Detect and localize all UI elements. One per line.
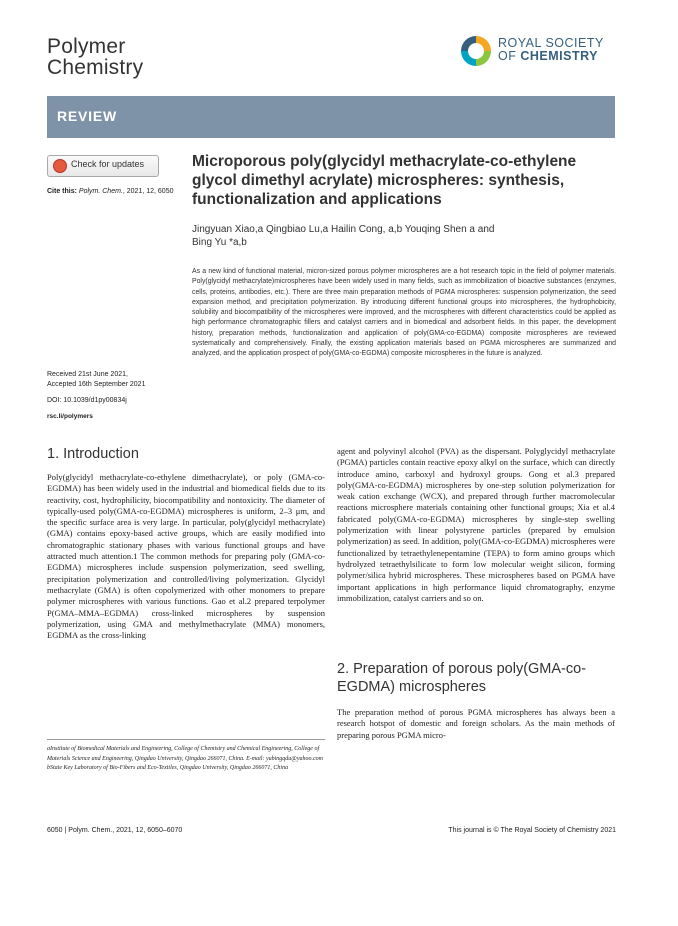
check-for-updates-button[interactable]	[47, 155, 159, 177]
received-date: Received 21st June 2021,	[47, 371, 128, 378]
rsc-link[interactable]: rsc.li/polymers	[47, 413, 93, 420]
page-footer-right: This journal is © The Royal Society of Chemistry 2021	[448, 827, 616, 834]
footnote-a: aInstitute of Biomedical Materials and Engineering, College of Chemistry and Chemical Engineering, College of Materials Science and Engineering, Qingdao University, Qingdao 266071, China. E-mail: yubingqdu@yahoo.com	[47, 746, 323, 762]
author-line-1	[192, 223, 612, 236]
received-dates	[47, 370, 177, 390]
accepted-date: Accepted 16th September 2021	[47, 381, 146, 388]
rsc-logo-icon	[458, 33, 494, 69]
doi[interactable]: DOI: 10.1039/d1py00834j	[47, 397, 127, 404]
cite-label: Cite this:	[47, 188, 77, 195]
update-icon	[53, 159, 67, 173]
page-footer-left: 6050 | Polym. Chem., 2021, 12, 6050–6070	[47, 827, 183, 834]
journal-title-line1: Polymer	[47, 35, 126, 58]
footnote-b: bState Key Laboratory of Bio-Fibers and Eco-Textiles, Qingdao University, Qingdao 266071, China	[47, 765, 289, 771]
article-title: Microporous poly(glycidyl methacrylate-co-ethylene glycol dimethyl acrylate) microspheres: synthesis, functionalization and applications	[192, 153, 577, 208]
preparation-text: The preparation method of porous PGMA microspheres has always been a research hotspot of domestic and foreign scholars. As the main methods of preparing porous PGMA micro-	[337, 707, 615, 740]
author-line-2	[192, 236, 612, 249]
cite-journal: Polym. Chem.	[78, 188, 123, 195]
rsc-logo	[458, 31, 618, 71]
author-line-2-text: Bing Yu *a,b	[192, 237, 247, 248]
rsc-wordmark-of: OF	[498, 49, 517, 63]
author-line-1-text: Jingyuan Xiao,a Qingbiao Lu,a Hailin Cong, a,b Youqing Shen a and	[192, 224, 495, 235]
footnote-divider	[47, 739, 325, 740]
introduction-text-right: agent and polyvinyl alcohol (PVA) as the dispersant. Polyglycidyl methacrylate (PGMA) particles contain reactive epoxy alkyl on the surface, which can directly introduce amino, carboxyl and hydroxyl groups. Gong et al.3 prepared poly(GMA-co-EGDMA) microspheres by one-step solution polymerization for weak cation exchange (WCX), and prepared through further macromolecular reactions microsphere materials containing other functional groups; Xia et al.4 fabricated poly(GMA-co-EGDMA) microspheres by single-step swelling polymerization with linear polystyrene particles (prepared by emulsion polymerization) as seed. In addition, poly(GMA-co-EGDMA) microspheres were functionalized by tetraethylenepentamine (TEPA) to form amino groups which hydrolyzed tetraethylsilicate to form low molecular weight silicon, forming polymer/silica hybrid microspheres. These microspheres based on PGMA have important applications in high performance liquid chromatography, enzyme immobilization, catalyst carriers and so on.	[337, 446, 615, 603]
footnotes	[47, 745, 325, 774]
rsc-wordmark-line1: ROYAL SOCIETY	[498, 36, 604, 50]
article-type-banner	[47, 96, 615, 138]
rsc-wordmark-chemistry: CHEMISTRY	[520, 49, 598, 63]
journal-title-line2: Chemistry	[47, 56, 144, 79]
introduction-text-left: Poly(glycidyl methacrylate-co-ethylene dimethacrylate), or poly (GMA-co-EGDMA) has been widely used in the industrial and biomedical fields due to its reactivity, cost, hydrophilicity, biocompatibility and nontoxicity. The diameter of typically-used poly(GMA-co-EGDMA) microspheres is uniform, 2–3 μm, and the specific surface area is very large. In particular, poly(glycidyl methacrylate) (GMA) contains epoxy-based active groups, which are easily modified into chromatographic stationary phases with various functional groups and have attracted much attention.1 The common methods for preparing poly (GMA-co-EGDMA) microspheres include suspension polymerization, seed swelling, precipitation polymerization and controlled/living polymerization. Glycidyl methacrylate (GMA) is often copolymerized with other monomers to prepare polymer microspheres with various functions. Gao et al.2 prepared terpolymer P(GMA–MMA–EGDMA) cross-linked microspheres by suspension polymerization, using GMA and methylmethacrylate (MMA) monomers, EGDMA as the cross-linking	[47, 472, 325, 641]
check-for-updates-label: Check for updates	[71, 159, 145, 169]
journal-title	[47, 36, 143, 78]
abstract: As a new kind of functional material, micron-sized porous polymer microspheres are a hot research topic in the field of polymer materials. Poly(glycidyl methacrylate)microspheres have been widely used in many fields, such as immobilization of bioactive substances (enzymes, cells, proteins, antibodies, etc.). There are three main preparation methods of PGMA microspheres: suspension polymerization, the seed expansion method, and precipitation polymerization. By introducing different functional groups into microspheres, the hydrophobicity, solubility and biocompatibility of the microspheres were improved, and the microspheres with different characteristics could be applied as high performance chromatographic fillers and catalyst carriers and in biomedical and adsorbent fields. In this paper, the development history, preparation methods, functionalization and application of poly(GMA-co-EGDMA) composite microspheres are reviewed systematically and comprehensively. Finally, the existing application materials based on PGMA microspheres are summarized and analyzed, and the application prospect of poly(GMA-co-EGDMA) composite microspheres in the future is analyzed.	[192, 268, 616, 358]
rsc-wordmark	[498, 37, 604, 63]
cite-details: , 2021, 12, 6050	[122, 188, 174, 195]
section-heading-introduction: 1. Introduction	[47, 446, 139, 462]
article-type-label: REVIEW	[57, 108, 118, 124]
section-heading-preparation: 2. Preparation of porous poly(GMA-co-EGDMA) microspheres	[337, 661, 587, 695]
cite-this	[47, 187, 177, 197]
author-list	[192, 223, 612, 249]
